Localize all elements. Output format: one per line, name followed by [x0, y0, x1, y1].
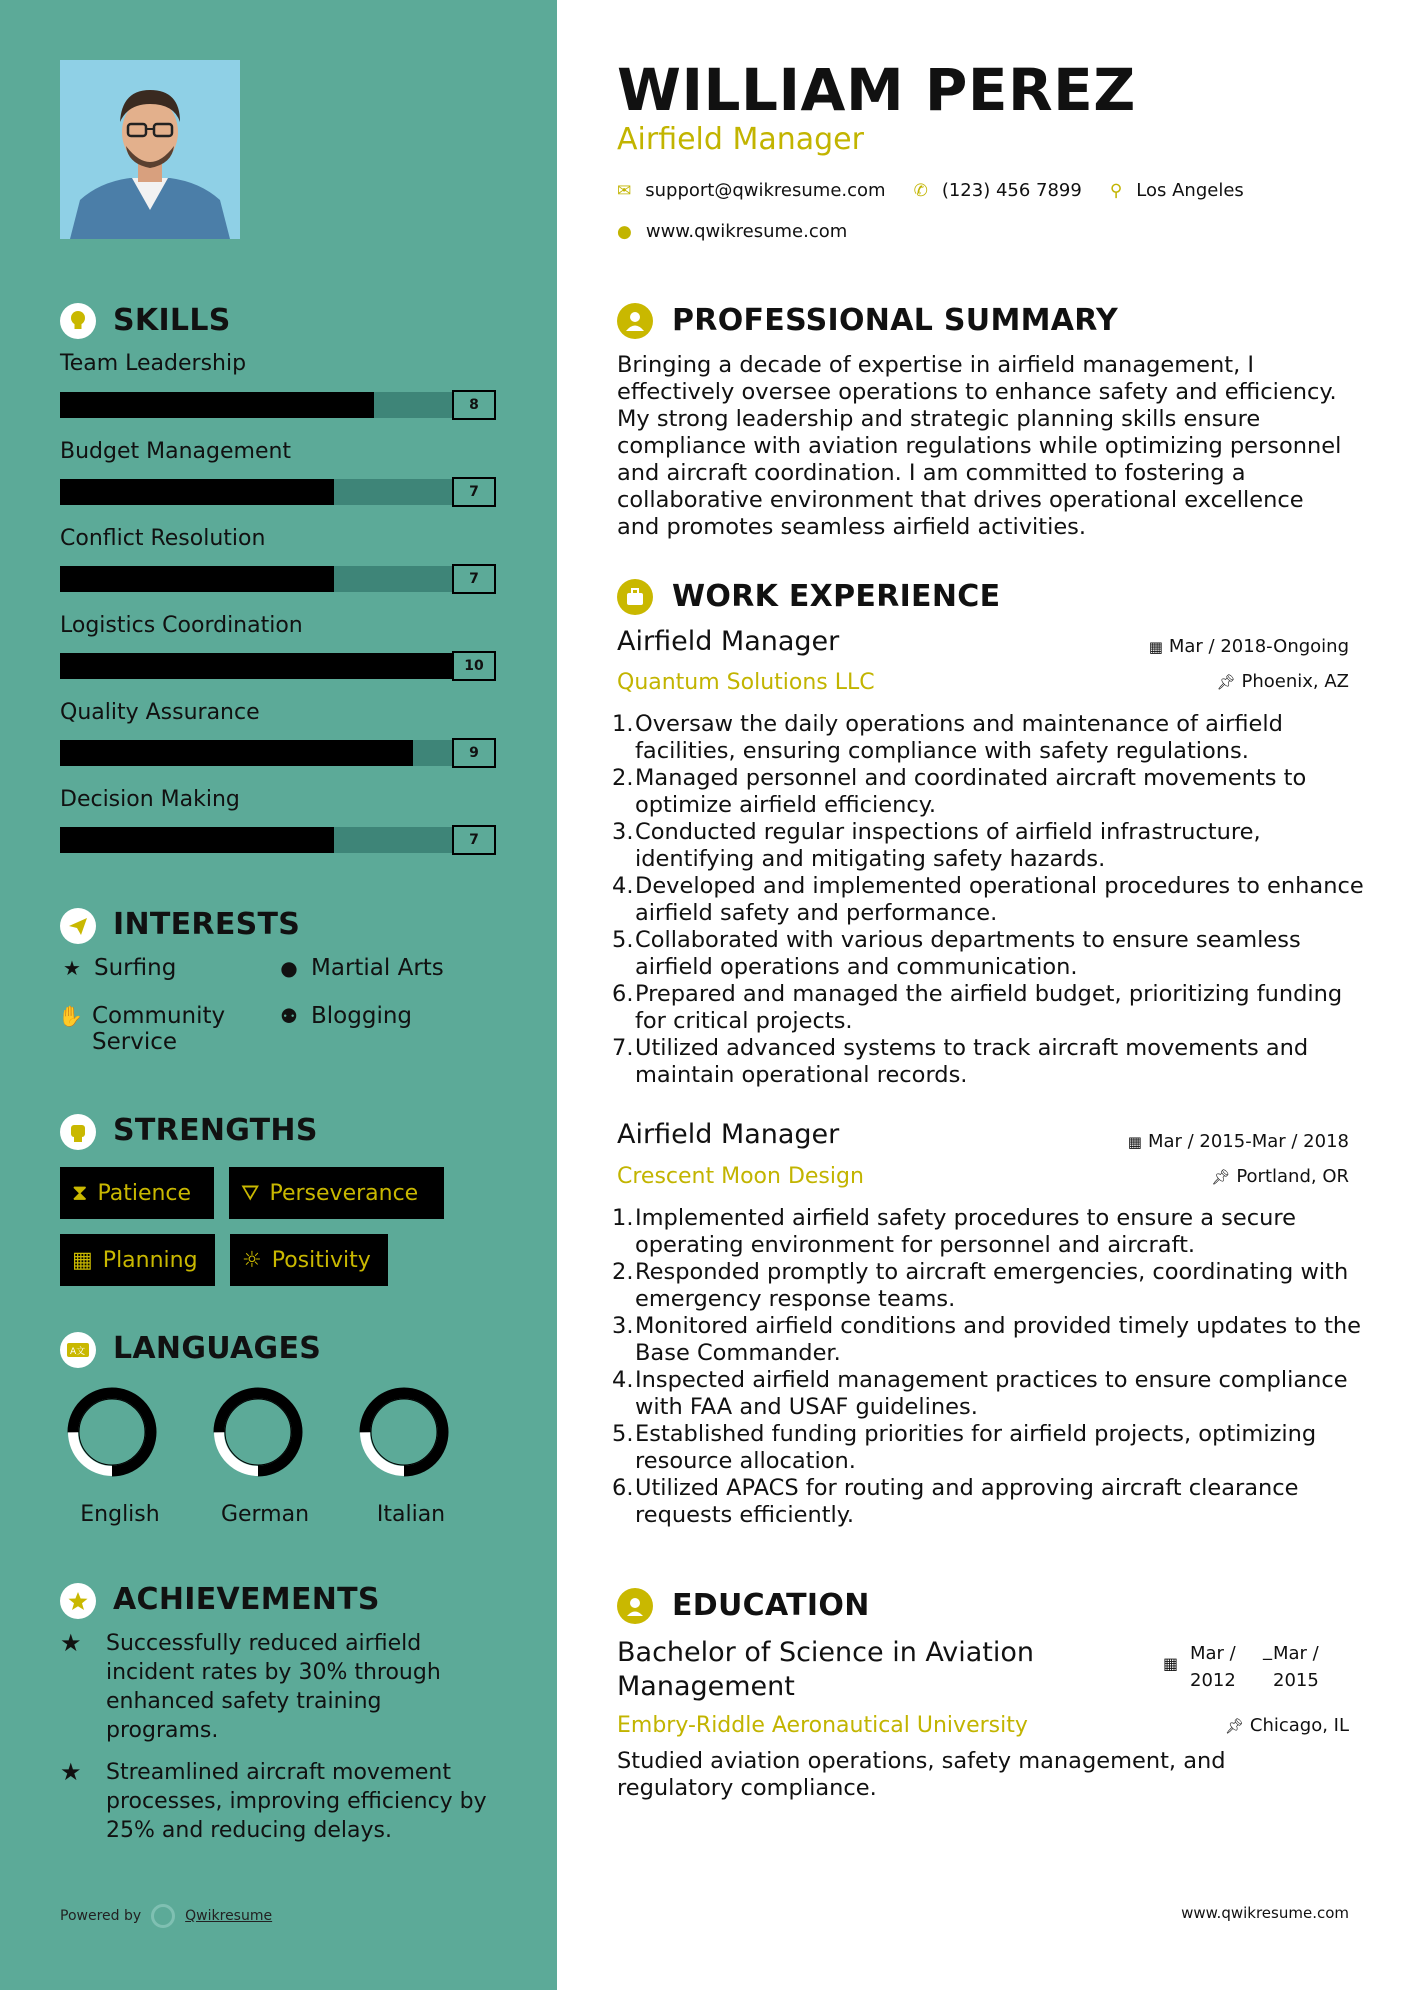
user-icon	[617, 303, 653, 339]
interest-item	[58, 1003, 248, 1055]
skill-score: 7	[452, 564, 496, 594]
skill-score: 7	[452, 825, 496, 855]
language-ring-inner	[225, 1399, 291, 1465]
skill-score: 10	[452, 651, 496, 681]
profile-photo	[60, 60, 240, 239]
language-ring-inner	[79, 1399, 145, 1465]
job-dates-text: Mar / 2015-Mar / 2018	[1147, 1131, 1349, 1152]
language-label: German	[220, 1502, 310, 1527]
strength-label: Patience	[97, 1180, 192, 1206]
skill-score: 8	[452, 390, 496, 420]
job-bullet: Conducted regular inspections of airfield infrastructure, identifying and mitigating safety hazards.	[635, 819, 1261, 872]
interest-label: Martial Arts	[311, 955, 444, 981]
qwikresume-logo-icon	[151, 1904, 175, 1928]
achievement-text: Successfully reduced airfield incident rates by 30% through enhanced safety training programs.	[106, 1631, 441, 1743]
interest-label: Surfing	[94, 955, 177, 981]
award-star-icon	[60, 1583, 96, 1619]
language-ring	[358, 1386, 450, 1478]
job-bullet: Oversaw the daily operations and maintenance of airfield facilities, ensuring compliance with safety regulations.	[635, 711, 1283, 764]
job-title: Airfield Manager	[617, 1119, 840, 1150]
powered-by-label: Powered by	[60, 1908, 142, 1924]
calendar-icon: ▦	[1127, 1133, 1142, 1151]
interest-label: Community Service	[92, 1003, 226, 1055]
website-link[interactable]: www.qwikresume.com	[645, 221, 848, 242]
skill-bar-fill	[60, 653, 452, 679]
job-bullet: Utilized advanced systems to track aircraft movements and maintain operational records.	[635, 1035, 1309, 1088]
skill-bar	[60, 392, 496, 418]
degree-title: Bachelor of Science in Aviation Management	[617, 1637, 1035, 1702]
edu-end-date: Mar / 2015	[1273, 1643, 1319, 1691]
lightbulb-icon	[60, 303, 96, 339]
calendar-icon: ▦	[1148, 638, 1163, 656]
skill-bar-fill	[60, 392, 374, 418]
calendar-icon: ▦	[1163, 1654, 1179, 1673]
person-photo-icon	[60, 60, 240, 239]
footer-website[interactable]: www.qwikresume.com	[1181, 1904, 1349, 1922]
interest-item	[277, 1003, 507, 1030]
globe-icon: ●	[617, 221, 632, 242]
job-bullet: Responded promptly to aircraft emergencies, coordinating with emergency response teams.	[635, 1259, 1349, 1312]
fist-icon	[60, 1114, 96, 1150]
job-bullets	[617, 1205, 1370, 1529]
skill-bar	[60, 479, 496, 505]
skill-label: Conflict Resolution	[60, 526, 266, 551]
job-bullet: Utilized APACS for routing and approving aircraft clearance requests efficiently.	[635, 1475, 1299, 1528]
translate-icon	[60, 1332, 96, 1368]
strength-label: Positivity	[271, 1247, 371, 1273]
contact-row	[617, 180, 1244, 201]
strength-chip	[60, 1234, 215, 1286]
summary-heading: PROFESSIONAL SUMMARY	[672, 303, 1119, 338]
achievement-item	[60, 1758, 500, 1845]
skill-bar-fill	[60, 740, 413, 766]
envelope-icon: ✉	[617, 180, 632, 201]
skill-score: 7	[452, 477, 496, 507]
skill-label: Logistics Coordination	[60, 613, 303, 638]
date-separator: _	[1263, 1640, 1272, 1661]
briefcase-icon	[617, 579, 653, 615]
powered-by	[60, 1904, 272, 1928]
phone-text: (123) 456 7899	[941, 180, 1082, 201]
strength-chip	[230, 1234, 388, 1286]
education-heading: EDUCATION	[672, 1588, 870, 1623]
skill-bar	[60, 827, 496, 853]
star-icon: ★	[60, 1629, 82, 1657]
job-dates	[1128, 1131, 1349, 1152]
hand-icon: ✋	[58, 1004, 83, 1028]
language-label: English	[80, 1502, 160, 1527]
languages-heading: LANGUAGES	[113, 1331, 322, 1366]
job-bullet: Prepared and managed the airfield budget, prioritizing funding for critical projects.	[635, 981, 1343, 1034]
job-location	[1216, 671, 1349, 692]
job-bullet: Implemented airfield safety procedures to ensure a secure operating environment for personnel and aircraft.	[635, 1205, 1296, 1258]
company-name: Crescent Moon Design	[617, 1164, 864, 1189]
job-location-text: Portland, OR	[1236, 1166, 1349, 1187]
language-ring	[212, 1386, 304, 1478]
pin-icon: 📌︎	[1216, 673, 1236, 691]
company-name: Quantum Solutions LLC	[617, 670, 875, 695]
achievement-text: Streamlined aircraft movement processes, improving efficiency by 25% and reducing delays.	[106, 1760, 487, 1843]
job-bullet: Established funding priorities for airfield projects, optimizing resource allocation.	[635, 1421, 1317, 1474]
edu-location	[1225, 1715, 1349, 1736]
summary-text: Bringing a decade of expertise in airfield management, I effectively oversee operations to enhance safety and efficiency. My strong leadership and strategic planning skills ensure compliance with aviation regulations while optimizing personnel and aircraft coordination. I am committed to fostering a collaborative environment that drives operational excellence and promotes seamless airfield activities.	[617, 352, 1342, 540]
skills-heading: SKILLS	[113, 303, 231, 338]
job-dates	[1149, 636, 1349, 657]
job-bullet: Inspected airfield management practices to ensure compliance with FAA and USAF guidelines.	[635, 1367, 1348, 1420]
skill-score: 9	[452, 738, 496, 768]
achievements-heading: ACHIEVEMENTS	[113, 1582, 380, 1617]
skill-label: Budget Management	[60, 439, 292, 464]
candidate-title: Airfield Manager	[617, 122, 864, 157]
experience-heading: WORK EXPERIENCE	[672, 579, 1001, 614]
skill-label: Quality Assurance	[60, 700, 260, 725]
skill-bar-fill	[60, 479, 334, 505]
phone-icon: ✆	[913, 180, 928, 201]
skill-bar-fill	[60, 566, 334, 592]
language-label: Italian	[376, 1502, 446, 1527]
star-icon: ★	[63, 956, 81, 980]
language-ring-inner	[371, 1399, 437, 1465]
calendar-icon: ▦	[72, 1247, 93, 1273]
interest-item	[277, 955, 507, 982]
paper-plane-icon	[60, 908, 96, 944]
users-icon: ⚉	[280, 1004, 298, 1028]
graduate-icon	[617, 1588, 653, 1624]
skill-bar	[60, 740, 496, 766]
svg-text:A文: A文	[70, 1347, 86, 1357]
website-row	[617, 221, 847, 242]
pin-icon: 📌︎	[1224, 1717, 1244, 1735]
interest-item	[60, 955, 260, 982]
edu-start-date: Mar / 2012	[1190, 1643, 1236, 1691]
strength-chip	[229, 1167, 444, 1219]
pin-icon: 📌︎	[1211, 1168, 1231, 1186]
job-location-text: Phoenix, AZ	[1241, 671, 1349, 692]
strength-label: Perseverance	[269, 1180, 419, 1206]
job-bullet: Developed and implemented operational procedures to enhance airfield safety and performance.	[635, 873, 1364, 926]
language-ring	[66, 1386, 158, 1478]
job-bullet: Monitored airfield conditions and provided timely updates to the Base Commander.	[635, 1313, 1361, 1366]
job-location	[1211, 1166, 1349, 1187]
interest-label: Blogging	[311, 1003, 413, 1029]
skill-bar	[60, 566, 496, 592]
strength-chip	[60, 1167, 214, 1219]
hourglass-icon: ⧗	[72, 1180, 88, 1206]
interests-heading: INTERESTS	[113, 907, 301, 942]
star-icon: ★	[60, 1758, 82, 1786]
education-description: Studied aviation operations, safety management, and regulatory compliance.	[617, 1748, 1226, 1801]
candidate-name: WILLIAM PEREZ	[617, 56, 1136, 124]
job-bullet: Managed personnel and coordinated aircraft movements to optimize airfield efficiency.	[635, 765, 1307, 818]
school-name: Embry-Riddle Aeronautical University	[617, 1713, 1028, 1738]
skill-bar	[60, 653, 496, 679]
job-dates-text: Mar / 2018-Ongoing	[1168, 636, 1349, 657]
road-icon: ⛛	[241, 1180, 260, 1206]
sun-icon: ☼	[242, 1247, 262, 1273]
job-bullets	[617, 711, 1370, 1089]
job-title: Airfield Manager	[617, 626, 840, 657]
location-pin-icon: ⚲	[1109, 180, 1123, 201]
edu-location-text: Chicago, IL	[1249, 1715, 1349, 1736]
skill-bar-fill	[60, 827, 334, 853]
email-link[interactable]: support@qwikresume.com	[645, 180, 886, 201]
location-text: Los Angeles	[1136, 180, 1244, 201]
job-bullet: Collaborated with various departments to ensure seamless airfield operations and communication.	[635, 927, 1301, 980]
achievement-item	[60, 1629, 500, 1745]
globe-icon: ●	[280, 956, 298, 980]
strengths-heading: STRENGTHS	[113, 1113, 318, 1148]
strength-label: Planning	[102, 1247, 198, 1273]
skill-label: Team Leadership	[60, 351, 247, 376]
brand-link[interactable]: Qwikresume	[185, 1908, 273, 1924]
skill-label: Decision Making	[60, 787, 240, 812]
